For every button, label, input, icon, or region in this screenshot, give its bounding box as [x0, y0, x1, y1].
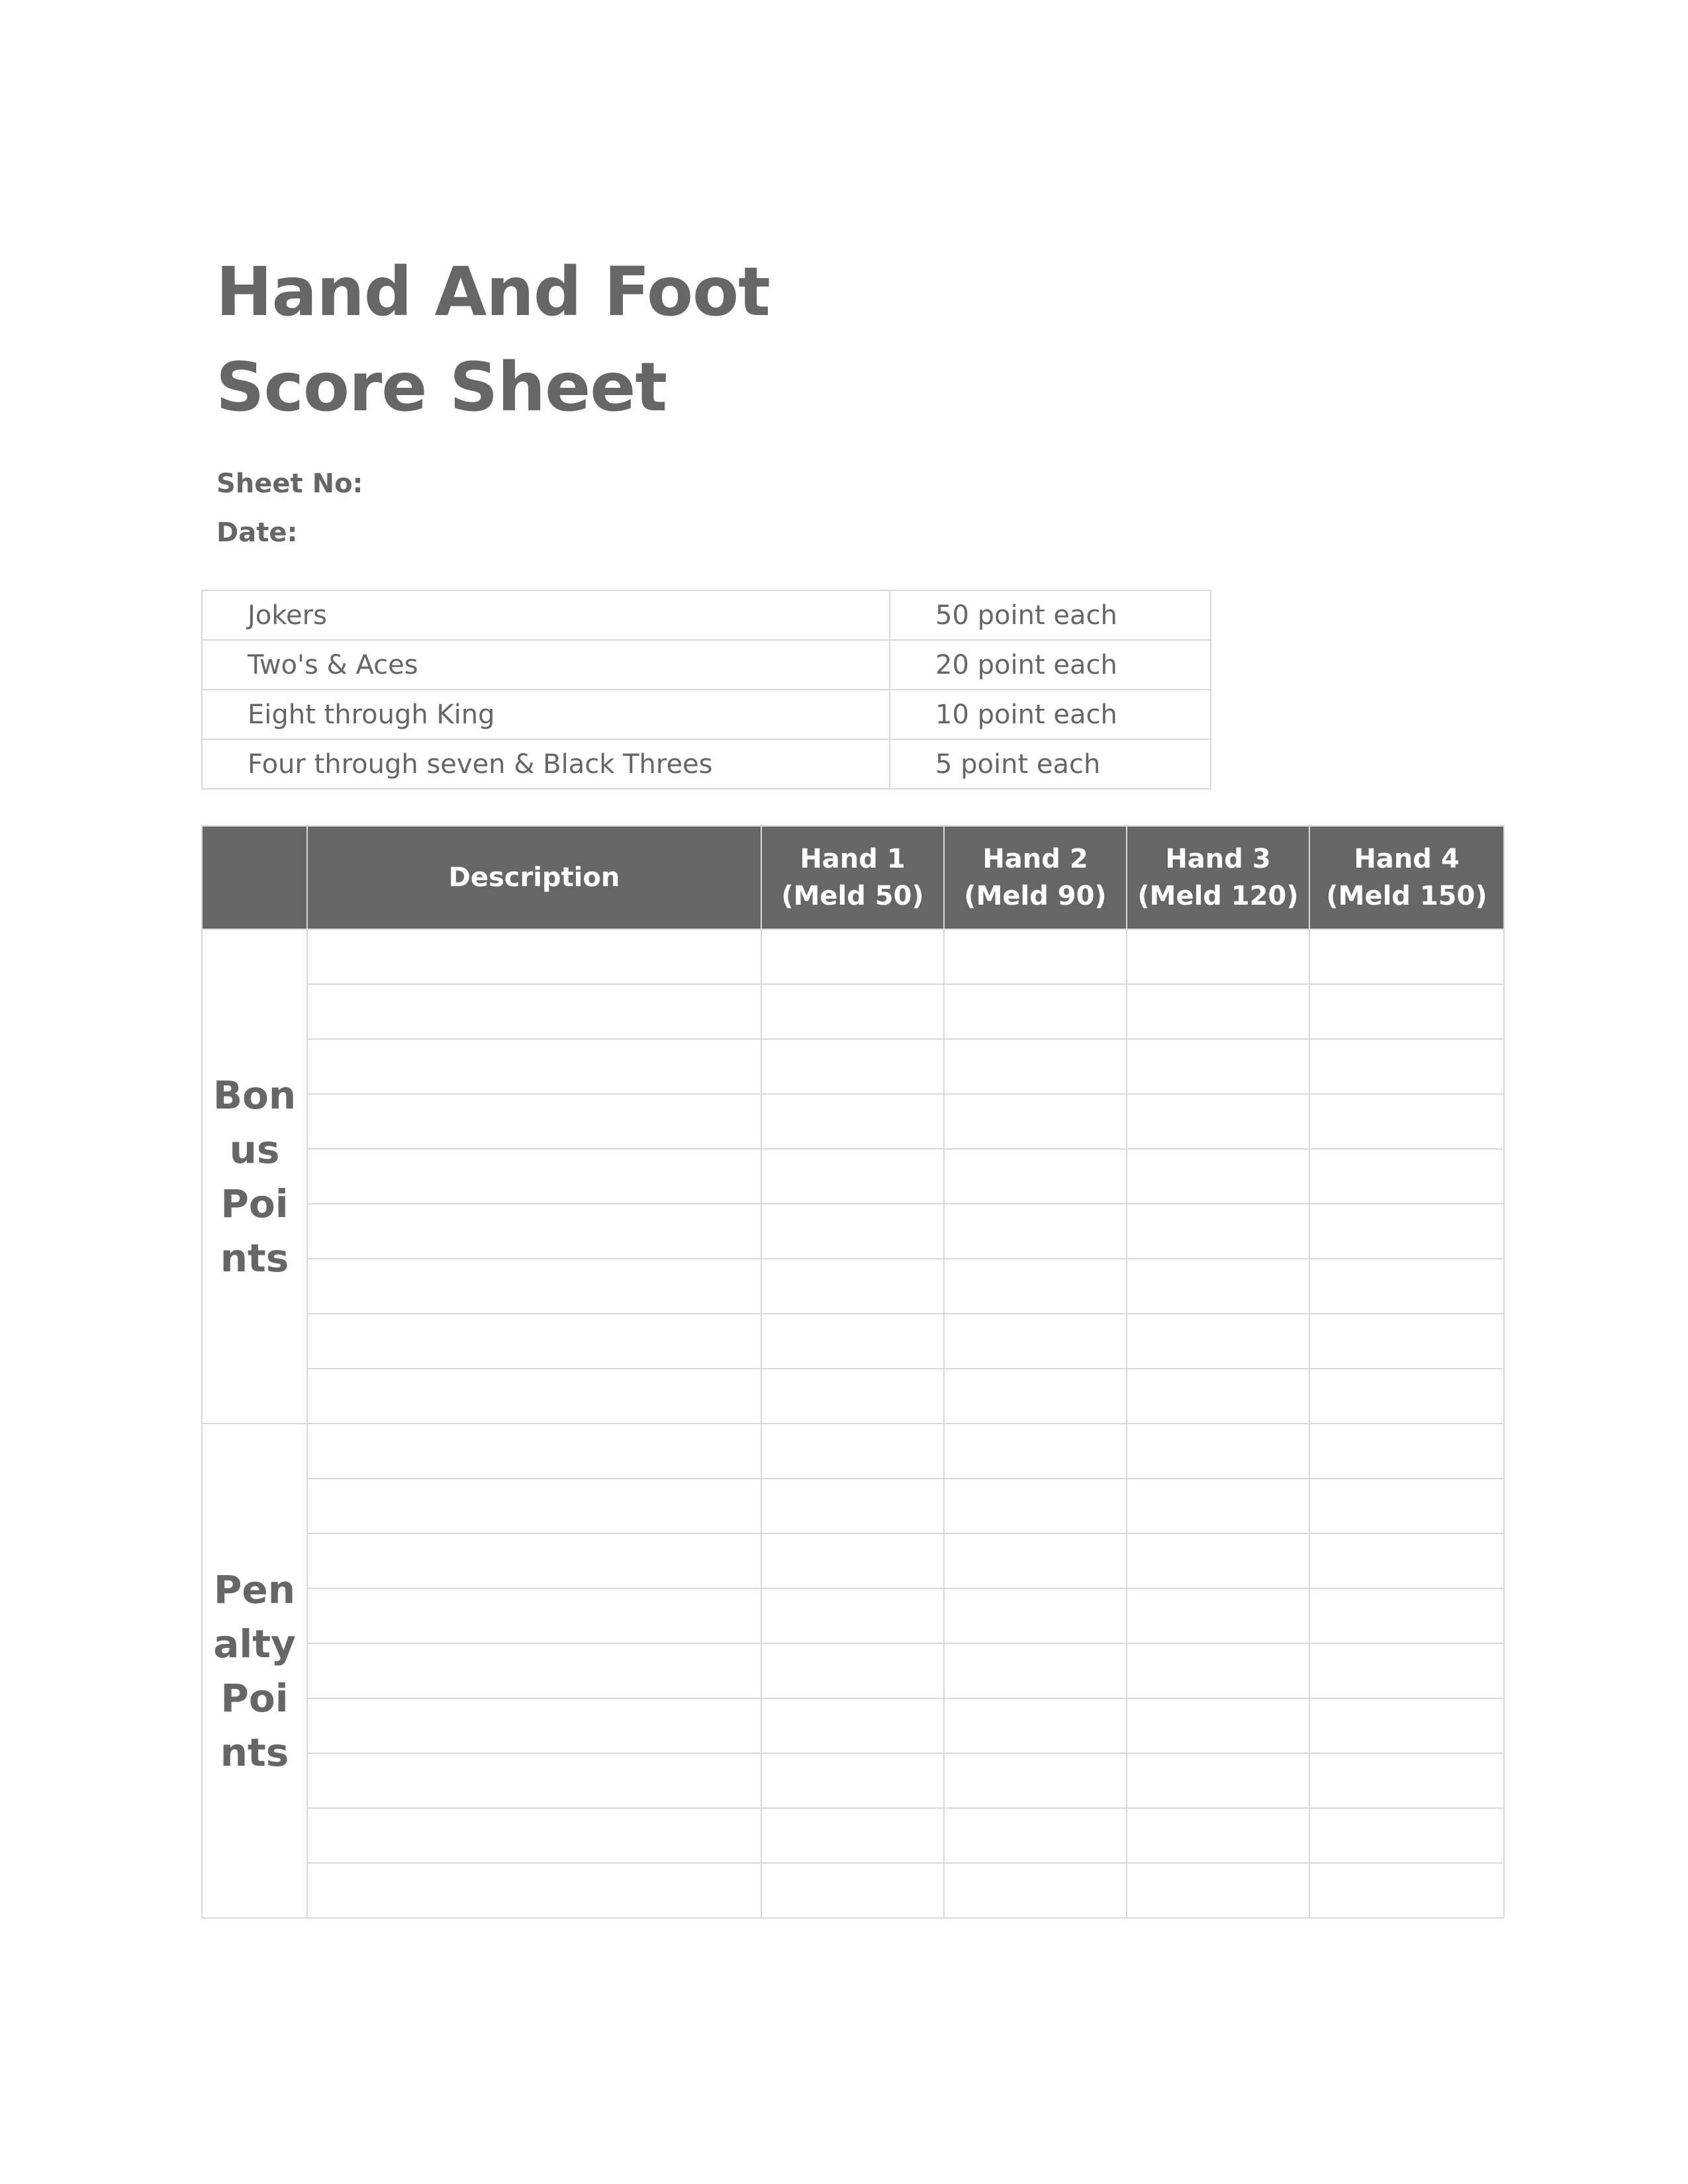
- hand-3-cell[interactable]: [1127, 1094, 1309, 1149]
- hand-1-cell[interactable]: [761, 1753, 944, 1808]
- hand-4-cell[interactable]: [1309, 1643, 1504, 1698]
- hand-1-cell[interactable]: [761, 929, 944, 984]
- hand-3-cell[interactable]: [1127, 1533, 1309, 1588]
- hand-4-cell[interactable]: [1309, 1479, 1504, 1533]
- description-cell[interactable]: [307, 1039, 761, 1094]
- card-name: Four through seven & Black Threes: [202, 739, 890, 789]
- hand-2-cell[interactable]: [944, 1533, 1127, 1588]
- header-hand-4-label: Hand 4: [1354, 844, 1460, 874]
- hand-3-cell[interactable]: [1127, 1149, 1309, 1204]
- hand-3-cell[interactable]: [1127, 984, 1309, 1039]
- hand-1-cell[interactable]: [761, 1863, 944, 1918]
- penalty-row: [202, 1643, 1504, 1698]
- penalty-label-part: alty: [213, 1621, 296, 1666]
- bonus-row: [202, 1204, 1504, 1259]
- description-cell[interactable]: [307, 984, 761, 1039]
- description-cell[interactable]: [307, 1424, 761, 1479]
- description-cell[interactable]: [307, 1094, 761, 1149]
- hand-1-cell[interactable]: [761, 1369, 944, 1424]
- hand-2-cell[interactable]: [944, 1698, 1127, 1753]
- hand-4-cell[interactable]: [1309, 1533, 1504, 1588]
- header-hand-3-label: Hand 3: [1165, 844, 1271, 874]
- hand-2-cell[interactable]: [944, 1643, 1127, 1698]
- hand-2-cell[interactable]: [944, 1369, 1127, 1424]
- card-value: 50 point each: [890, 590, 1211, 640]
- hand-1-cell[interactable]: [761, 1588, 944, 1643]
- description-cell[interactable]: [307, 1698, 761, 1753]
- hand-1-cell[interactable]: [761, 1314, 944, 1369]
- hand-3-cell[interactable]: [1127, 1369, 1309, 1424]
- penalty-row: [202, 1588, 1504, 1643]
- hand-4-cell[interactable]: [1309, 1808, 1504, 1863]
- description-cell[interactable]: [307, 1369, 761, 1424]
- hand-4-cell[interactable]: [1309, 1698, 1504, 1753]
- hand-1-cell[interactable]: [761, 1259, 944, 1314]
- description-cell[interactable]: [307, 1863, 761, 1918]
- penalty-row: [202, 1479, 1504, 1533]
- hand-4-cell[interactable]: [1309, 1204, 1504, 1259]
- penalty-row: [202, 1808, 1504, 1863]
- bonus-row: [202, 1039, 1504, 1094]
- sheet-no-label: Sheet No:: [216, 469, 363, 499]
- hand-2-cell[interactable]: [944, 1204, 1127, 1259]
- penalty-row: [202, 1424, 1504, 1479]
- hand-4-cell[interactable]: [1309, 1753, 1504, 1808]
- bonus-label-part: Poi: [220, 1181, 289, 1226]
- hand-4-cell[interactable]: [1309, 1094, 1504, 1149]
- hand-3-cell[interactable]: [1127, 1259, 1309, 1314]
- hand-1-cell[interactable]: [761, 1094, 944, 1149]
- hand-1-cell[interactable]: [761, 984, 944, 1039]
- hand-1-cell[interactable]: [761, 1808, 944, 1863]
- penalty-row: [202, 1698, 1504, 1753]
- hand-2-cell[interactable]: [944, 1314, 1127, 1369]
- header-hand-4-meld: (Meld 150): [1326, 881, 1487, 911]
- hand-2-cell[interactable]: [944, 929, 1127, 984]
- hand-2-cell[interactable]: [944, 1588, 1127, 1643]
- card-value: 5 point each: [890, 739, 1211, 789]
- header-hand-1-meld: (Meld 50): [781, 881, 924, 911]
- bonus-row: [202, 984, 1504, 1039]
- hand-2-cell[interactable]: [944, 1094, 1127, 1149]
- penalty-row: [202, 1863, 1504, 1918]
- hand-2-cell[interactable]: [944, 1259, 1127, 1314]
- hand-1-cell[interactable]: [761, 1424, 944, 1479]
- header-hand-2-label: Hand 2: [982, 844, 1088, 874]
- description-cell[interactable]: [307, 1643, 761, 1698]
- hand-1-cell[interactable]: [761, 1533, 944, 1588]
- hand-1-cell[interactable]: [761, 1698, 944, 1753]
- card-name: Eight through King: [202, 690, 890, 739]
- hand-4-cell[interactable]: [1309, 1863, 1504, 1918]
- point-row: [202, 739, 1211, 789]
- page-title: [216, 245, 770, 435]
- hand-4-cell[interactable]: [1309, 984, 1504, 1039]
- hand-3-cell[interactable]: [1127, 1479, 1309, 1533]
- card-value: 20 point each: [890, 640, 1211, 690]
- card-name: Two's & Aces: [202, 640, 890, 690]
- point-row: [202, 640, 1211, 690]
- description-cell[interactable]: [307, 1808, 761, 1863]
- hand-3-cell[interactable]: [1127, 1314, 1309, 1369]
- header-description: Description: [307, 826, 761, 929]
- hand-4-cell[interactable]: [1309, 1588, 1504, 1643]
- header-hand-3-meld: (Meld 120): [1137, 881, 1299, 911]
- hand-3-cell[interactable]: [1127, 1863, 1309, 1918]
- bonus-row: [202, 1094, 1504, 1149]
- penalty-label-part: Poi: [220, 1675, 289, 1721]
- bonus-row: [202, 1314, 1504, 1369]
- hand-3-cell[interactable]: [1127, 1588, 1309, 1643]
- hand-2-cell[interactable]: [944, 1753, 1127, 1808]
- point-row: [202, 590, 1211, 640]
- hand-1-cell[interactable]: [761, 1149, 944, 1204]
- date-label: Date:: [216, 518, 298, 548]
- header-hand-1: [761, 826, 944, 929]
- penalty-row: [202, 1753, 1504, 1808]
- card-value: 10 point each: [890, 690, 1211, 739]
- hand-2-cell[interactable]: [944, 1424, 1127, 1479]
- hand-2-cell[interactable]: [944, 1149, 1127, 1204]
- point-values-table: [201, 590, 1211, 790]
- hand-2-cell[interactable]: [944, 1808, 1127, 1863]
- header-hand-2: [944, 826, 1127, 929]
- hand-3-cell[interactable]: [1127, 1039, 1309, 1094]
- hand-3-cell[interactable]: [1127, 929, 1309, 984]
- bonus-points-label: [202, 929, 307, 1424]
- header-hand-4: [1309, 826, 1504, 929]
- hand-3-cell[interactable]: [1127, 1424, 1309, 1479]
- penalty-points-label: [202, 1424, 307, 1918]
- header-hand-3: [1127, 826, 1309, 929]
- hand-1-cell[interactable]: [761, 1479, 944, 1533]
- score-header-row: [202, 826, 1504, 929]
- hand-3-cell[interactable]: [1127, 1643, 1309, 1698]
- hand-4-cell[interactable]: [1309, 1369, 1504, 1424]
- point-row: [202, 690, 1211, 739]
- hand-4-cell[interactable]: [1309, 1314, 1504, 1369]
- bonus-row: [202, 1149, 1504, 1204]
- hand-4-cell[interactable]: [1309, 1149, 1504, 1204]
- hand-3-cell[interactable]: [1127, 1753, 1309, 1808]
- bonus-label-part: us: [229, 1126, 280, 1172]
- bonus-row: [202, 929, 1504, 984]
- penalty-row: [202, 1533, 1504, 1588]
- bonus-label-part: Bon: [212, 1072, 297, 1118]
- bonus-row: [202, 1369, 1504, 1424]
- description-cell[interactable]: [307, 1588, 761, 1643]
- bonus-label-part: nts: [220, 1235, 289, 1281]
- bonus-row: [202, 1259, 1504, 1314]
- hand-1-cell[interactable]: [761, 1039, 944, 1094]
- description-cell[interactable]: [307, 1479, 761, 1533]
- hand-3-cell[interactable]: [1127, 1204, 1309, 1259]
- card-name: Jokers: [202, 590, 890, 640]
- header-hand-2-meld: (Meld 90): [964, 881, 1107, 911]
- score-table: [201, 825, 1505, 1919]
- hand-4-cell[interactable]: [1309, 1259, 1504, 1314]
- description-cell[interactable]: [307, 1259, 761, 1314]
- title-line-2: Score Sheet: [216, 348, 667, 427]
- hand-2-cell[interactable]: [944, 984, 1127, 1039]
- hand-4-cell[interactable]: [1309, 1424, 1504, 1479]
- hand-3-cell[interactable]: [1127, 1808, 1309, 1863]
- description-cell[interactable]: [307, 1533, 761, 1588]
- description-cell[interactable]: [307, 929, 761, 984]
- hand-1-cell[interactable]: [761, 1204, 944, 1259]
- penalty-label-part: nts: [220, 1729, 289, 1775]
- penalty-label-part: Pen: [213, 1567, 296, 1612]
- description-cell[interactable]: [307, 1204, 761, 1259]
- hand-2-cell[interactable]: [944, 1863, 1127, 1918]
- hand-2-cell[interactable]: [944, 1479, 1127, 1533]
- hand-2-cell[interactable]: [944, 1039, 1127, 1094]
- description-cell[interactable]: [307, 1314, 761, 1369]
- description-cell[interactable]: [307, 1753, 761, 1808]
- header-group: [202, 826, 307, 929]
- title-line-1: Hand And Foot: [216, 253, 770, 332]
- hand-4-cell[interactable]: [1309, 1039, 1504, 1094]
- hand-1-cell[interactable]: [761, 1643, 944, 1698]
- hand-3-cell[interactable]: [1127, 1698, 1309, 1753]
- header-hand-1-label: Hand 1: [800, 844, 906, 874]
- hand-4-cell[interactable]: [1309, 929, 1504, 984]
- description-cell[interactable]: [307, 1149, 761, 1204]
